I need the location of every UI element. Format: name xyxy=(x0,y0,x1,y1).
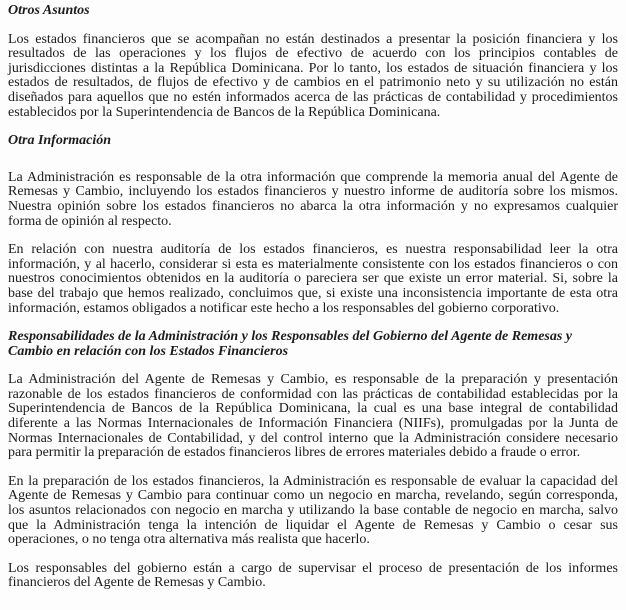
spacer xyxy=(8,359,618,373)
spacer xyxy=(8,316,618,330)
spacer xyxy=(8,149,618,171)
paragraph: La Administración es responsable de la otra información que comprende la memoria anual del Agente de Remesas y Cambio, incluyendo los estados financieros y nuestro informe de auditoría sobre los mismos. Nuestra opinión sobre los estados financieros no abarca la otra información y no expresamos cualquier forma de opinión al respecto. xyxy=(8,169,618,229)
paragraph: Los responsables del gobierno están a cargo de supervisar el proceso de presentación de los informes financieros del Agente de Remesas y Cambio. xyxy=(8,560,618,591)
paragraph: En relación con nuestra auditoría de los estados financieros, es nuestra responsabilidad leer la otra información, y al hacerlo, considerar si esta es materialmente consistente con los estados financieros o con nuestros conocimientos obtenidos en la auditoría o pareciera ser que existe un error material. Si, sobre la base del trabajo que hemos realizado, concluimos que, si existe una inconsistencia importante de esta otra información, estamos obligados a notificar este hecho a los responsables del gobierno corporativo. xyxy=(8,242,618,316)
spacer xyxy=(8,19,618,33)
section-heading-otros-asuntos: Otros Asuntos xyxy=(8,3,90,18)
spacer xyxy=(8,461,618,475)
spacer xyxy=(8,120,618,134)
paragraph: En la preparación de los estados financieros, la Administración es responsable de evaluar la capacidad del Agente de Remesas y Cambio para continuar como un negocio en marcha, revelando, según corresponda, los asuntos relacionados con negocio en marcha y utilizando la base contable de negocio en marcha, salvo que la Administración tenga la intención de liquidar el Agente de Remesas y Cambio o cesar sus operaciones, o no tenga otra alternativa más realista que hacerlo. xyxy=(8,473,618,548)
spacer xyxy=(8,229,618,243)
paragraph: Los estados financieros que se acompañan no están destinados a presentar la posición financiera y los resultados de las operaciones y los flujos de efectivo de acuerdo con los principios contables de jurisdicciones distintas a la República Dominicana. Por lo tanto, los estados de situación financiera y los estados de resultados, de flujos de efectivo y de cambios en el patrimonio neto y su utilización no están diseñados para aquellos que no estén informados acerca de las prácticas de contabilidad y procedimientos establecidos por la Superintendencia de Bancos de la República Dominicana. xyxy=(8,31,618,120)
section-heading-responsabilidades: Responsabilidades de la Administración y los Responsables del Gobierno del Agente de Remesas y Cambio en relación con los Estados Financieros xyxy=(8,329,573,359)
paragraph: La Administración del Agente de Remesas y Cambio, es responsable de la preparación y presentación razonable de los estados financieros de conformidad con las prácticas de contabilidad establecidas por la Superintendencia de Bancos de la República Dominicana, la cual es una base integral de contabilidad diferente a las Normas Internacionales de Información Financiera (NIIFs), promulgadas por la Junta de Normas Internacionales de Contabilidad, y del control interno que la Administración considere necesario para permitir la preparación de estados financieros libres de errores materiales debido a fraude o error. xyxy=(8,372,618,461)
section-heading-otra-informacion: Otra Información xyxy=(8,133,112,149)
spacer xyxy=(8,548,618,562)
